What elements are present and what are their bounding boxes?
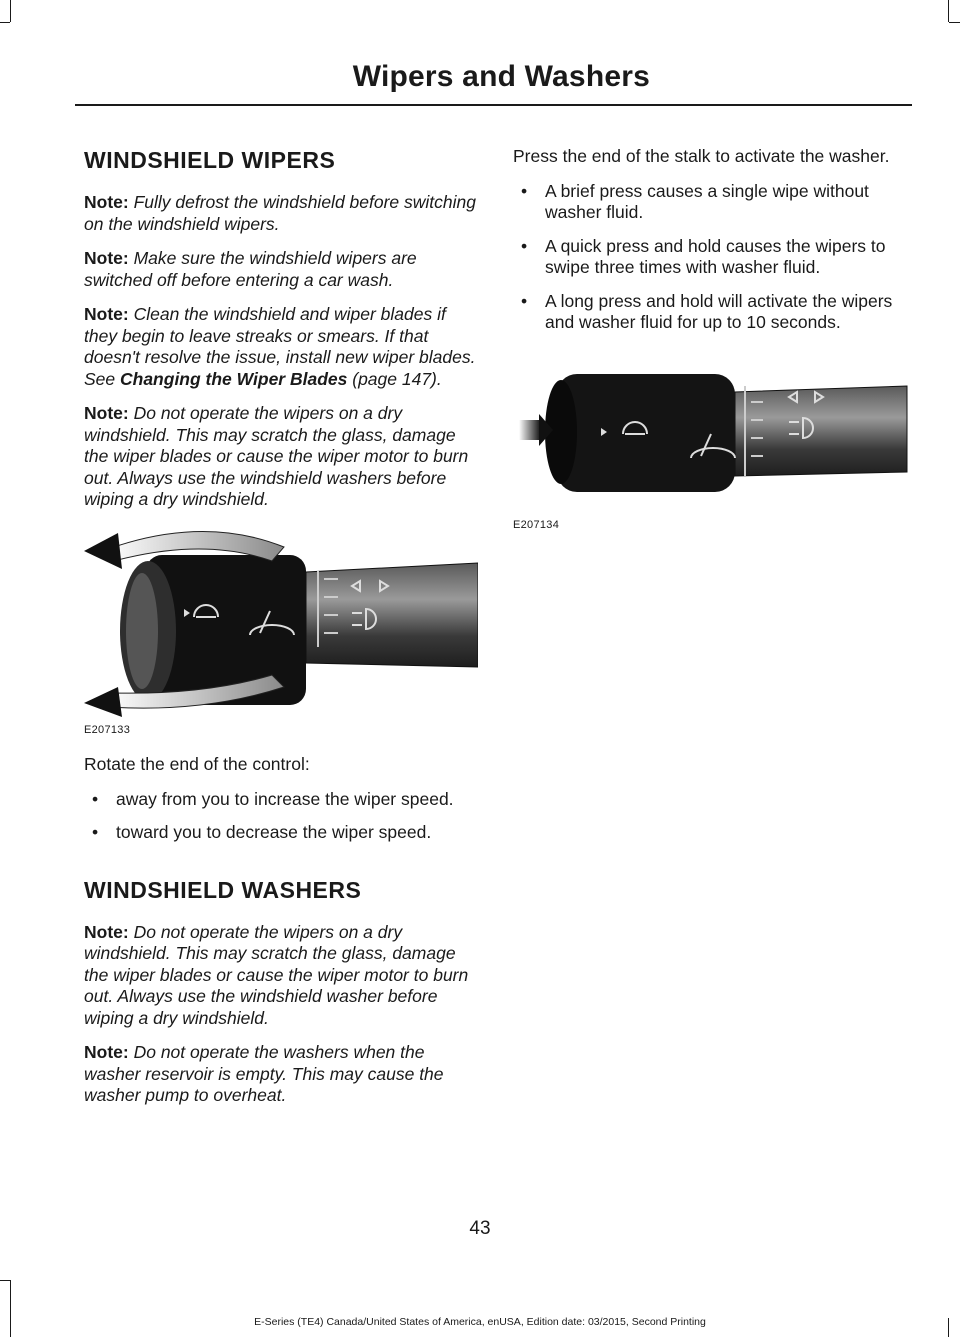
windshield-wipers-heading: WINDSHIELD WIPERS	[84, 147, 336, 173]
wiper-rotate-figure	[84, 517, 478, 738]
footer-edition-text: E-Series (TE4) Canada/United States of America, enUSA, Edition date: 03/2015, Second Printing	[254, 1316, 706, 1328]
rotate-intro-text: Rotate the end of the control:	[84, 754, 310, 774]
list-item: • A long press and hold will activate the wipers and washer fluid for up to 10 seconds.	[513, 291, 913, 334]
crop-mark	[0, 22, 10, 23]
right-column	[513, 146, 913, 532]
note-label: Note:	[84, 1042, 129, 1062]
note-label: Note:	[84, 192, 129, 212]
figure-code: E207133	[84, 724, 131, 736]
note-paragraph	[84, 1042, 478, 1107]
crop-mark	[0, 1280, 10, 1281]
list-item: • A brief press causes a single wipe without washer fluid.	[513, 181, 913, 224]
page-reference: (page 147).	[347, 368, 442, 389]
wiper-stalk-rotate-illustration	[84, 517, 478, 717]
note-label: Note:	[84, 403, 129, 423]
press-intro-text: Press the end of the stalk to activate the washer.	[513, 146, 890, 166]
note-text: Fully defrost the windshield before switching on the windshield wipers.	[84, 192, 476, 234]
cross-reference-link[interactable]: Changing the Wiper Blades	[120, 368, 348, 389]
note-text: Do not operate the washers when the washer reservoir is empty. This may cause the washer pump to overheat.	[84, 1042, 444, 1105]
crop-mark	[10, 0, 11, 22]
note-text: Do not operate the wipers on a dry windshield. This may scratch the glass, damage the wiper blades or cause the wiper motor to burn out. Always use the windshield washers before wiping a dry windshield.	[84, 403, 469, 509]
windshield-washers-heading: WINDSHIELD WASHERS	[84, 876, 362, 903]
rotate-bullet-list	[84, 789, 478, 844]
header-divider	[75, 104, 912, 106]
list-item: • A quick press and hold causes the wipers to swipe three times with washer fluid.	[513, 236, 913, 279]
list-item: • away from you to increase the wiper speed.	[84, 789, 478, 811]
note-paragraph	[84, 403, 478, 511]
note-text: Make sure the windshield wipers are switched off before entering a car wash.	[84, 248, 417, 290]
note-text: Clean the windshield and wiper blades if they begin to leave streaks or smears. If that doesn't resolve the issue, install new wiper blades. See	[84, 304, 476, 389]
list-item: • toward you to decrease the wiper speed.	[84, 822, 478, 844]
crop-mark	[948, 0, 949, 22]
note-paragraph	[84, 922, 478, 1030]
washer-press-figure	[513, 372, 913, 533]
note-paragraph	[84, 304, 478, 390]
note-paragraph	[84, 248, 478, 291]
left-column	[84, 146, 478, 1120]
page-title: Wipers and Washers	[352, 60, 650, 93]
note-paragraph	[84, 192, 478, 235]
press-bullet-list	[513, 181, 913, 334]
crop-mark	[10, 1280, 11, 1337]
note-text: Do not operate the wipers on a dry windshield. This may scratch the glass, damage the wiper blades or cause the wiper motor to burn out. Always use the windshield washer before wiping a dry windshield.	[84, 921, 469, 1028]
page-number: 43	[469, 1218, 491, 1239]
note-label: Note:	[84, 248, 129, 268]
note-label: Note:	[84, 921, 129, 942]
figure-code: E207134	[513, 519, 560, 531]
note-label: Note:	[84, 304, 129, 324]
crop-mark	[949, 22, 960, 23]
wiper-stalk-press-illustration	[513, 372, 909, 492]
